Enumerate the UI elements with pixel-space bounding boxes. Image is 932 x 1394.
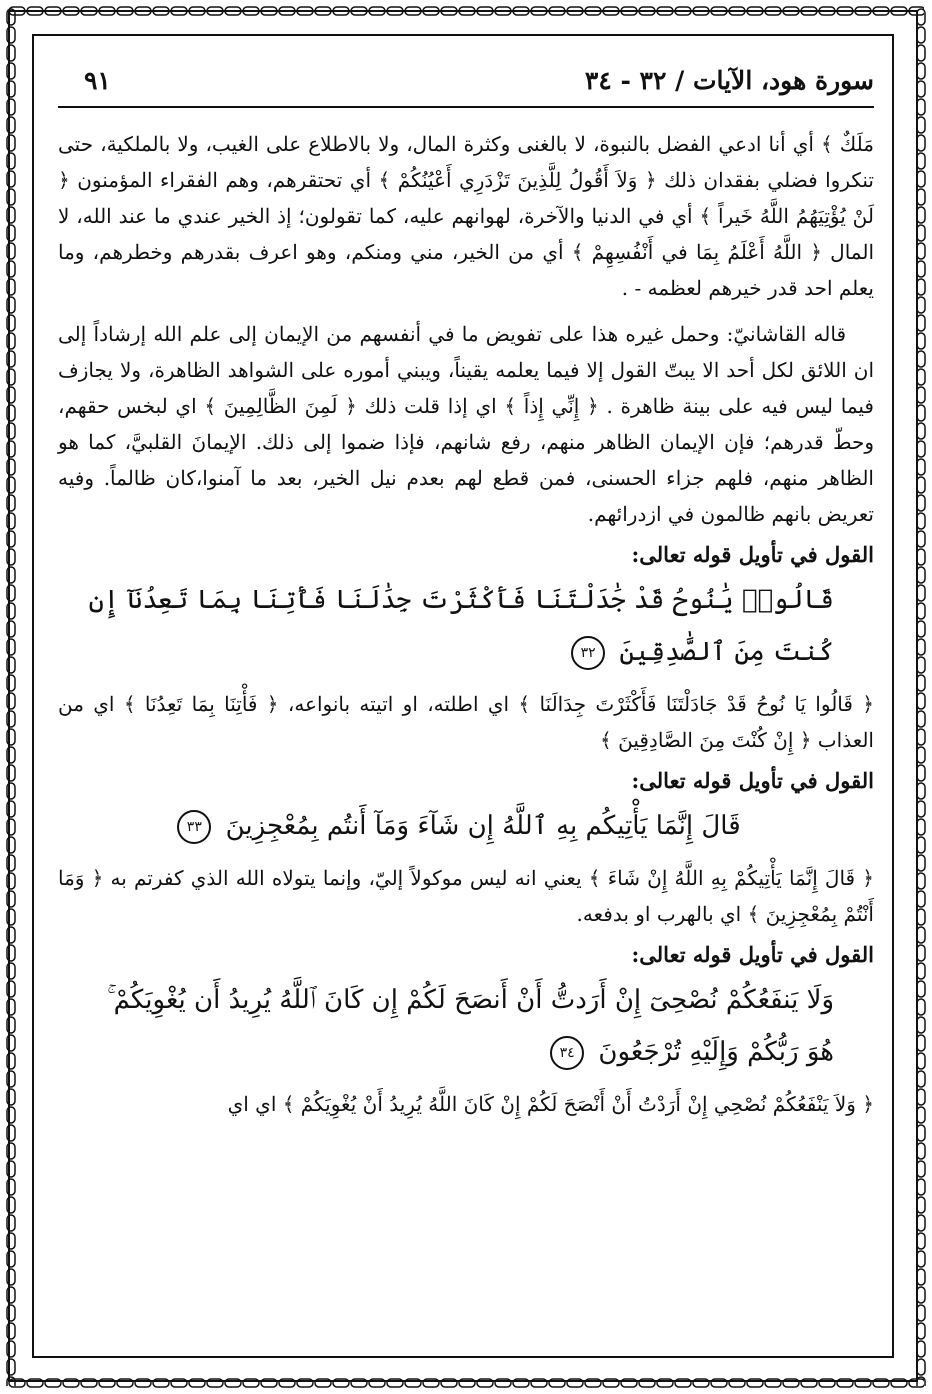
header-title: سورة هود، الآيات / ٣٢ - ٣٤ [584, 66, 874, 95]
verse-text: قَالَ إِنَّمَا يَأْتِيكُم بِهِ ٱللَّهُ إِن شَآءَ وَمَآ أَنتُم بِمُعْجِزِينَ [225, 811, 741, 841]
page-number: ٩١ [84, 66, 111, 95]
verse-commentary: ﴿ وَلاَ يَنْفَعُكُمْ نُصْحِي إِنْ أَرَدْتُ أَنْ أَنْصَحَ لَكُمْ إِنْ كَانَ اللَّهُ يُرِيدُ أَنْ يُغْوِيَكُمْ ﴾ اي اي [227, 1092, 874, 1116]
ornament-right [914, 8, 928, 1386]
ornament-left [4, 8, 18, 1386]
section-ayah-33 [58, 762, 874, 932]
page-content [58, 56, 874, 1314]
section-ayah-32 [58, 536, 874, 758]
section-ayah-34 [58, 936, 874, 1122]
ayah-number-marker: ٣٤ [550, 1036, 584, 1070]
ornament-bottom [8, 1376, 924, 1390]
paragraph-2: قاله القاشانيّ: وحمل غيره هذا على تفويض ما في أنفسهم من الإيمان إلى علم الله إرشاداً إلى ان اللائق لكل أحد الا يبتّ القول إلا فيما يعلمه يقيناً، ويبني أموره على الشواهد الظاهرة، ولا يجازف فيما ليس فيه على بينة ظاهرة . ﴿ إِنِّي إِذاً ﴾ اي إذا قلت ذلك ﴿ لَمِنَ الظَّالِمِينَ ﴾ اي لبخس حقهم، وحطّ قدرهم؛ فإن الإيمان الظاهر منهم، رفع شانهم، فإذا ضموا إلى ذلك. الإيمانَ القلبيَّ، كما هو الظاهر منهم، فلهم جزاء الحسنى، فمن قطع لهم بعدم نيل الخير، بعد ما آمنوا،كان ظالماً. وفيه تعريض بانهم ظالمون في ازدرائهم. [58, 322, 874, 526]
quran-verse [58, 800, 874, 852]
section-heading: القول في تأويل قوله تعالى: [631, 768, 874, 793]
verse-text: وَلَا يَنفَعُكُمْ نُصْحِىٓ إِنْ أَرَدتُّ أَنْ أَنصَحَ لَكُمْ إِن كَانَ ٱللَّهُ يُرِيدُ أَن يُغْوِيَكُمْ ۚ هُوَ رَبُّكُمْ وَإِلَيْهِ تُرْجَعُونَ [107, 985, 834, 1067]
ayah-number-marker: ٣٢ [571, 636, 605, 670]
paragraph-1: مَلَكٌ ﴾ أي أنا ادعي الفضل بالنبوة، لا بالغنى وكثرة المال، ولا بالاطلاع على الغيب، ولا بالملكية، حتى تنكروا فضلي بفقدان ذلك ﴿ وَلاَ أَقُولُ لِلَّذِينَ تَزْدَرِي أَعْيُنُكُمْ ﴾ أي تحتقرهم، وهم الفقراء المؤمنون ﴿ لَنْ يُؤْتِيَهُمُ اللَّهُ خَيراً ﴾ أي في الدنيا والآخرة، لهوانهم عليه، كما تقولون؛ إذ الخير عندي ما عند الله، لا المال ﴿ اللَّهُ أَعْلَمُ بِمَا في أَنْفُسِهِمْ ﴾ أي من الخير، مني ومنكم، وهو اعرف بقدرهم وخطرهم، وما يعلم احد قدر خيرهم لعظمه - . [58, 132, 874, 300]
section-heading: القول في تأويل قوله تعالى: [631, 542, 874, 567]
section-heading: القول في تأويل قوله تعالى: [631, 942, 874, 967]
quran-verse [58, 574, 874, 678]
verse-text: قَالُوا۟ يَٰنُوحُ قَدْ جَٰدَلْتَنَا فَأَكْثَرْتَ جِدَٰلَنَا فَأْتِنَا بِمَا تَعِدُنَآ إِن كُنتَ مِنَ ٱلصَّٰدِقِينَ [88, 585, 834, 667]
verse-commentary: ﴿ قَالَ إِنَّمَا يَأْتِيكُمْ بِهِ اللَّهُ إِنْ شَاءَ ﴾ يعني انه ليس موكولاً إليّ، وإنما يتولاه الله الذي كفرتم به ﴿ وَمَا أَنْتُمْ بِمُعْجِزِينَ ﴾ اي بالهرب او بدفعه. [58, 866, 874, 926]
ornament-top [8, 4, 924, 18]
running-header [58, 56, 874, 108]
ayah-number-marker: ٣٣ [177, 810, 211, 844]
quran-verse [58, 974, 874, 1078]
verse-commentary: ﴿ قَالُوا يَا نُوحُ قَدْ جَادَلْتَنَا فَأَكْثَرْتَ جِدَالَنَا ﴾ اي اطلته، او اتيته بانواعه، ﴿ فَأْتِنَا بِمَا تَعِدُنَا ﴾ اي من العذاب ﴿ إِنْ كُنْتَ مِنَ الصَّادِقِينَ ﴾ [58, 692, 874, 752]
